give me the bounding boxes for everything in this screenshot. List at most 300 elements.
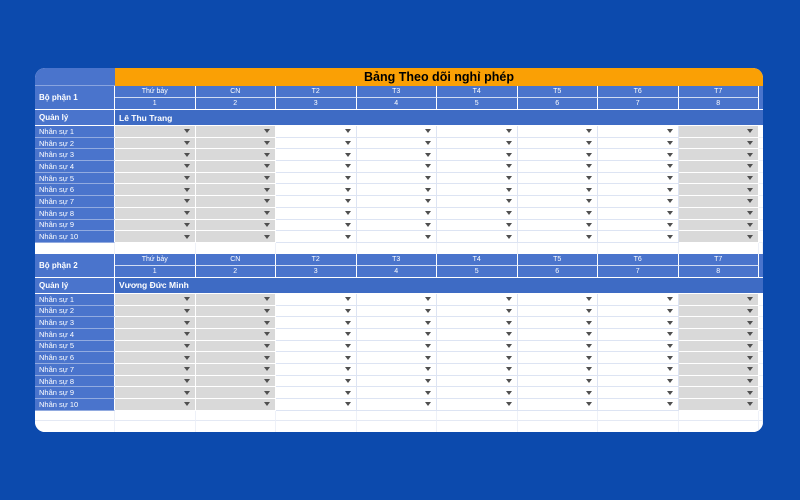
leave-dropdown-cell[interactable] bbox=[679, 376, 760, 388]
dropdown-arrow-icon bbox=[586, 309, 592, 313]
leave-dropdown-cell[interactable] bbox=[518, 317, 599, 329]
leave-dropdown-cell[interactable] bbox=[115, 294, 196, 306]
leave-tracker-table bbox=[35, 68, 763, 432]
day-number-cell: 2 bbox=[196, 98, 277, 110]
dropdown-arrow-icon bbox=[264, 223, 270, 227]
dropdown-arrow-icon bbox=[425, 141, 431, 145]
leave-dropdown-cell[interactable] bbox=[679, 149, 760, 161]
leave-dropdown-cell[interactable] bbox=[598, 376, 679, 388]
leave-dropdown-cell[interactable] bbox=[115, 341, 196, 353]
dropdown-arrow-icon bbox=[184, 199, 190, 203]
row-spacer-cell bbox=[759, 196, 763, 208]
dropdown-arrow-icon bbox=[747, 379, 753, 383]
day-header-cell: T5 bbox=[518, 86, 599, 98]
trailing-empty-row bbox=[35, 411, 763, 422]
day-number-cell: 6 bbox=[518, 266, 599, 278]
row-spacer-cell bbox=[759, 294, 763, 306]
leave-dropdown-cell[interactable] bbox=[518, 399, 599, 411]
dropdown-arrow-icon bbox=[586, 379, 592, 383]
dropdown-arrow-icon bbox=[425, 164, 431, 168]
dropdown-arrow-icon bbox=[506, 164, 512, 168]
row-spacer-cell bbox=[759, 138, 763, 150]
leave-dropdown-cell[interactable] bbox=[598, 329, 679, 341]
staff-row bbox=[35, 306, 763, 318]
leave-dropdown-cell[interactable] bbox=[196, 149, 277, 161]
leave-dropdown-cell[interactable] bbox=[357, 306, 438, 318]
leave-dropdown-cell[interactable] bbox=[357, 341, 438, 353]
leave-dropdown-cell[interactable] bbox=[196, 196, 277, 208]
dropdown-arrow-icon bbox=[264, 235, 270, 239]
dropdown-arrow-icon bbox=[586, 188, 592, 192]
leave-dropdown-cell[interactable] bbox=[115, 220, 196, 232]
empty-cell bbox=[196, 421, 277, 432]
dropdown-arrow-icon bbox=[747, 297, 753, 301]
leave-dropdown-cell[interactable] bbox=[357, 208, 438, 220]
leave-dropdown-cell[interactable] bbox=[357, 184, 438, 196]
leave-dropdown-cell[interactable] bbox=[115, 126, 196, 138]
leave-dropdown-cell[interactable] bbox=[115, 376, 196, 388]
dropdown-arrow-icon bbox=[184, 164, 190, 168]
row-spacer-cell bbox=[759, 306, 763, 318]
leave-dropdown-cell[interactable] bbox=[196, 387, 277, 399]
leave-dropdown-cell[interactable] bbox=[357, 329, 438, 341]
dropdown-arrow-icon bbox=[506, 153, 512, 157]
leave-dropdown-cell[interactable] bbox=[598, 220, 679, 232]
leave-dropdown-cell[interactable] bbox=[518, 364, 599, 376]
leave-dropdown-cell[interactable] bbox=[518, 294, 599, 306]
leave-dropdown-cell[interactable] bbox=[276, 220, 357, 232]
leave-dropdown-cell[interactable] bbox=[196, 352, 277, 364]
dropdown-arrow-icon bbox=[506, 332, 512, 336]
leave-dropdown-cell[interactable] bbox=[437, 387, 518, 399]
row-spacer-cell bbox=[759, 352, 763, 364]
leave-dropdown-cell[interactable] bbox=[437, 364, 518, 376]
leave-dropdown-cell[interactable] bbox=[276, 329, 357, 341]
day-number-cell: 7 bbox=[598, 98, 679, 110]
row-spacer-cell bbox=[759, 376, 763, 388]
empty-cell bbox=[598, 411, 679, 422]
dropdown-arrow-icon bbox=[506, 176, 512, 180]
leave-dropdown-cell[interactable] bbox=[357, 352, 438, 364]
dropdown-arrow-icon bbox=[506, 199, 512, 203]
dropdown-arrow-icon bbox=[184, 153, 190, 157]
empty-cell bbox=[759, 421, 763, 432]
leave-dropdown-cell[interactable] bbox=[518, 161, 599, 173]
leave-dropdown-cell[interactable] bbox=[437, 231, 518, 243]
staff-label-cell: Nhân sự 5 bbox=[35, 341, 115, 353]
leave-dropdown-cell[interactable] bbox=[115, 161, 196, 173]
dropdown-arrow-icon bbox=[506, 211, 512, 215]
leave-dropdown-cell[interactable] bbox=[598, 341, 679, 353]
leave-dropdown-cell[interactable] bbox=[437, 138, 518, 150]
leave-dropdown-cell[interactable] bbox=[679, 341, 760, 353]
staff-row bbox=[35, 196, 763, 208]
leave-dropdown-cell[interactable] bbox=[518, 352, 599, 364]
leave-dropdown-cell[interactable] bbox=[276, 341, 357, 353]
leave-dropdown-cell[interactable] bbox=[518, 149, 599, 161]
leave-dropdown-cell[interactable] bbox=[276, 184, 357, 196]
leave-dropdown-cell[interactable] bbox=[598, 173, 679, 185]
leave-dropdown-cell[interactable] bbox=[437, 341, 518, 353]
dropdown-arrow-icon bbox=[184, 141, 190, 145]
corner-spacer-cell bbox=[35, 68, 115, 86]
dropdown-arrow-icon bbox=[667, 356, 673, 360]
leave-dropdown-cell[interactable] bbox=[518, 329, 599, 341]
dropdown-arrow-icon bbox=[264, 297, 270, 301]
leave-dropdown-cell[interactable] bbox=[437, 208, 518, 220]
dropdown-arrow-icon bbox=[747, 235, 753, 239]
leave-dropdown-cell[interactable] bbox=[276, 294, 357, 306]
dropdown-arrow-icon bbox=[264, 129, 270, 133]
leave-dropdown-cell[interactable] bbox=[679, 184, 760, 196]
dropdown-arrow-icon bbox=[184, 188, 190, 192]
dropdown-arrow-icon bbox=[425, 356, 431, 360]
dropdown-arrow-icon bbox=[425, 211, 431, 215]
staff-row bbox=[35, 317, 763, 329]
leave-dropdown-cell[interactable] bbox=[518, 138, 599, 150]
leave-dropdown-cell[interactable] bbox=[276, 376, 357, 388]
leave-dropdown-cell[interactable] bbox=[598, 317, 679, 329]
leave-dropdown-cell[interactable] bbox=[196, 220, 277, 232]
leave-dropdown-cell[interactable] bbox=[196, 341, 277, 353]
leave-dropdown-cell[interactable] bbox=[115, 196, 196, 208]
leave-dropdown-cell[interactable] bbox=[115, 138, 196, 150]
leave-dropdown-cell[interactable] bbox=[115, 173, 196, 185]
dropdown-arrow-icon bbox=[747, 309, 753, 313]
dropdown-arrow-icon bbox=[747, 391, 753, 395]
leave-dropdown-cell[interactable] bbox=[115, 387, 196, 399]
day-header-cell: T4 bbox=[437, 86, 518, 98]
leave-dropdown-cell[interactable] bbox=[518, 387, 599, 399]
dropdown-arrow-icon bbox=[747, 356, 753, 360]
dropdown-arrow-icon bbox=[264, 391, 270, 395]
dropdown-arrow-icon bbox=[184, 344, 190, 348]
leave-dropdown-cell[interactable] bbox=[196, 231, 277, 243]
leave-dropdown-cell[interactable] bbox=[518, 306, 599, 318]
dropdown-arrow-icon bbox=[184, 309, 190, 313]
leave-dropdown-cell[interactable] bbox=[357, 173, 438, 185]
dropdown-arrow-icon bbox=[264, 176, 270, 180]
dropdown-arrow-icon bbox=[345, 379, 351, 383]
leave-dropdown-cell[interactable] bbox=[357, 317, 438, 329]
staff-row bbox=[35, 184, 763, 196]
leave-dropdown-cell[interactable] bbox=[276, 138, 357, 150]
leave-dropdown-cell[interactable] bbox=[115, 399, 196, 411]
leave-dropdown-cell[interactable] bbox=[679, 352, 760, 364]
leave-dropdown-cell[interactable] bbox=[598, 352, 679, 364]
leave-dropdown-cell[interactable] bbox=[276, 196, 357, 208]
leave-dropdown-cell[interactable] bbox=[437, 376, 518, 388]
dropdown-arrow-icon bbox=[425, 332, 431, 336]
dropdown-arrow-icon bbox=[667, 402, 673, 406]
dropdown-arrow-icon bbox=[345, 141, 351, 145]
dropdown-arrow-icon bbox=[184, 402, 190, 406]
staff-row bbox=[35, 341, 763, 353]
leave-dropdown-cell[interactable] bbox=[196, 376, 277, 388]
staff-row bbox=[35, 161, 763, 173]
dropdown-arrow-icon bbox=[264, 309, 270, 313]
dropdown-arrow-icon bbox=[667, 176, 673, 180]
dropdown-arrow-icon bbox=[184, 297, 190, 301]
leave-dropdown-cell[interactable] bbox=[598, 196, 679, 208]
dropdown-arrow-icon bbox=[586, 129, 592, 133]
dropdown-arrow-icon bbox=[667, 223, 673, 227]
empty-cell bbox=[115, 421, 196, 432]
row-spacer-cell bbox=[759, 341, 763, 353]
staff-label-cell: Nhân sự 2 bbox=[35, 306, 115, 318]
dropdown-arrow-icon bbox=[425, 188, 431, 192]
leave-dropdown-cell[interactable] bbox=[518, 126, 599, 138]
dropdown-arrow-icon bbox=[747, 367, 753, 371]
dropdown-arrow-icon bbox=[345, 297, 351, 301]
leave-dropdown-cell[interactable] bbox=[276, 231, 357, 243]
leave-dropdown-cell[interactable] bbox=[437, 317, 518, 329]
staff-row bbox=[35, 294, 763, 306]
dropdown-arrow-icon bbox=[747, 129, 753, 133]
day-number-cell: 2 bbox=[196, 266, 277, 278]
dropdown-arrow-icon bbox=[667, 367, 673, 371]
leave-dropdown-cell[interactable] bbox=[518, 341, 599, 353]
leave-dropdown-cell[interactable] bbox=[437, 352, 518, 364]
leave-dropdown-cell[interactable] bbox=[196, 138, 277, 150]
leave-dropdown-cell[interactable] bbox=[437, 126, 518, 138]
leave-dropdown-cell[interactable] bbox=[598, 138, 679, 150]
dropdown-arrow-icon bbox=[747, 188, 753, 192]
staff-row bbox=[35, 138, 763, 150]
dropdown-arrow-icon bbox=[345, 402, 351, 406]
leave-dropdown-cell[interactable] bbox=[598, 387, 679, 399]
leave-dropdown-cell[interactable] bbox=[679, 329, 760, 341]
leave-dropdown-cell[interactable] bbox=[276, 149, 357, 161]
dropdown-arrow-icon bbox=[667, 332, 673, 336]
day-number-cell: 7 bbox=[598, 266, 679, 278]
leave-dropdown-cell[interactable] bbox=[598, 364, 679, 376]
dropdown-arrow-icon bbox=[667, 153, 673, 157]
leave-dropdown-cell[interactable] bbox=[437, 294, 518, 306]
dropdown-arrow-icon bbox=[667, 321, 673, 325]
leave-dropdown-cell[interactable] bbox=[196, 306, 277, 318]
leave-dropdown-cell[interactable] bbox=[196, 294, 277, 306]
leave-dropdown-cell[interactable] bbox=[115, 231, 196, 243]
leave-dropdown-cell[interactable] bbox=[598, 161, 679, 173]
leave-dropdown-cell[interactable] bbox=[357, 196, 438, 208]
leave-dropdown-cell[interactable] bbox=[598, 231, 679, 243]
leave-dropdown-cell[interactable] bbox=[357, 294, 438, 306]
dropdown-arrow-icon bbox=[184, 211, 190, 215]
empty-cell bbox=[759, 411, 763, 422]
leave-dropdown-cell[interactable] bbox=[196, 329, 277, 341]
leave-dropdown-cell[interactable] bbox=[679, 306, 760, 318]
leave-dropdown-cell[interactable] bbox=[598, 149, 679, 161]
dropdown-arrow-icon bbox=[345, 199, 351, 203]
dropdown-arrow-icon bbox=[667, 141, 673, 145]
leave-dropdown-cell[interactable] bbox=[276, 399, 357, 411]
dropdown-arrow-icon bbox=[667, 211, 673, 215]
empty-cell bbox=[759, 243, 763, 254]
leave-dropdown-cell[interactable] bbox=[115, 184, 196, 196]
leave-dropdown-cell[interactable] bbox=[518, 231, 599, 243]
dropdown-arrow-icon bbox=[747, 321, 753, 325]
dropdown-arrow-icon bbox=[747, 141, 753, 145]
leave-dropdown-cell[interactable] bbox=[357, 376, 438, 388]
row-spacer-cell bbox=[759, 399, 763, 411]
leave-dropdown-cell[interactable] bbox=[518, 184, 599, 196]
dropdown-arrow-icon bbox=[425, 344, 431, 348]
leave-dropdown-cell[interactable] bbox=[357, 161, 438, 173]
leave-dropdown-cell[interactable] bbox=[357, 149, 438, 161]
staff-row bbox=[35, 387, 763, 399]
day-header-cell: T2 bbox=[276, 254, 357, 266]
leave-dropdown-cell[interactable] bbox=[598, 184, 679, 196]
leave-dropdown-cell[interactable] bbox=[679, 387, 760, 399]
leave-dropdown-cell[interactable] bbox=[679, 208, 760, 220]
staff-label-cell: Nhân sự 2 bbox=[35, 138, 115, 150]
leave-dropdown-cell[interactable] bbox=[115, 352, 196, 364]
row-spacer-cell bbox=[759, 208, 763, 220]
leave-dropdown-cell[interactable] bbox=[357, 220, 438, 232]
leave-dropdown-cell[interactable] bbox=[679, 294, 760, 306]
leave-dropdown-cell[interactable] bbox=[357, 126, 438, 138]
leave-dropdown-cell[interactable] bbox=[196, 126, 277, 138]
dropdown-arrow-icon bbox=[586, 356, 592, 360]
dropdown-arrow-icon bbox=[425, 223, 431, 227]
staff-label-cell: Nhân sự 7 bbox=[35, 364, 115, 376]
leave-dropdown-cell[interactable] bbox=[196, 161, 277, 173]
leave-dropdown-cell[interactable] bbox=[598, 399, 679, 411]
leave-dropdown-cell[interactable] bbox=[357, 138, 438, 150]
leave-dropdown-cell[interactable] bbox=[437, 220, 518, 232]
leave-dropdown-cell[interactable] bbox=[196, 184, 277, 196]
leave-dropdown-cell[interactable] bbox=[276, 364, 357, 376]
staff-row bbox=[35, 173, 763, 185]
leave-dropdown-cell[interactable] bbox=[679, 399, 760, 411]
leave-dropdown-cell[interactable] bbox=[196, 317, 277, 329]
dropdown-arrow-icon bbox=[586, 164, 592, 168]
leave-dropdown-cell[interactable] bbox=[679, 126, 760, 138]
leave-dropdown-cell[interactable] bbox=[437, 399, 518, 411]
dropdown-arrow-icon bbox=[586, 332, 592, 336]
empty-cell bbox=[518, 411, 599, 422]
empty-cell bbox=[115, 243, 196, 254]
dropdown-arrow-icon bbox=[345, 309, 351, 313]
dropdown-arrow-icon bbox=[506, 391, 512, 395]
day-header-cell: T7 bbox=[679, 86, 760, 98]
leave-dropdown-cell[interactable] bbox=[357, 364, 438, 376]
leave-dropdown-cell[interactable] bbox=[679, 161, 760, 173]
empty-cell bbox=[598, 243, 679, 254]
leave-dropdown-cell[interactable] bbox=[598, 208, 679, 220]
sheet-body bbox=[35, 86, 763, 432]
leave-dropdown-cell[interactable] bbox=[276, 208, 357, 220]
leave-dropdown-cell[interactable] bbox=[518, 196, 599, 208]
leave-dropdown-cell[interactable] bbox=[437, 196, 518, 208]
leave-dropdown-cell[interactable] bbox=[437, 329, 518, 341]
leave-dropdown-cell[interactable] bbox=[115, 329, 196, 341]
day-header-cell: T6 bbox=[598, 86, 679, 98]
day-number-cell: 5 bbox=[437, 266, 518, 278]
leave-dropdown-cell[interactable] bbox=[196, 208, 277, 220]
staff-row bbox=[35, 352, 763, 364]
leave-dropdown-cell[interactable] bbox=[115, 208, 196, 220]
leave-dropdown-cell[interactable] bbox=[115, 306, 196, 318]
section-header-row bbox=[35, 86, 763, 110]
leave-dropdown-cell[interactable] bbox=[679, 196, 760, 208]
staff-row bbox=[35, 220, 763, 232]
leave-dropdown-cell[interactable] bbox=[598, 306, 679, 318]
leave-dropdown-cell[interactable] bbox=[276, 387, 357, 399]
dropdown-arrow-icon bbox=[345, 176, 351, 180]
leave-dropdown-cell[interactable] bbox=[679, 231, 760, 243]
leave-dropdown-cell[interactable] bbox=[679, 364, 760, 376]
leave-dropdown-cell[interactable] bbox=[679, 173, 760, 185]
leave-dropdown-cell[interactable] bbox=[518, 376, 599, 388]
day-number-cell: 3 bbox=[276, 266, 357, 278]
row-spacer-cell bbox=[759, 329, 763, 341]
dropdown-arrow-icon bbox=[184, 379, 190, 383]
dropdown-arrow-icon bbox=[667, 199, 673, 203]
leave-dropdown-cell[interactable] bbox=[437, 306, 518, 318]
dropdown-arrow-icon bbox=[747, 164, 753, 168]
leave-dropdown-cell[interactable] bbox=[679, 138, 760, 150]
dropdown-arrow-icon bbox=[264, 188, 270, 192]
leave-dropdown-cell[interactable] bbox=[276, 173, 357, 185]
row-spacer-cell bbox=[759, 184, 763, 196]
dropdown-arrow-icon bbox=[506, 188, 512, 192]
leave-dropdown-cell[interactable] bbox=[357, 231, 438, 243]
day-header-cell: CN bbox=[196, 86, 277, 98]
empty-cell bbox=[357, 243, 438, 254]
leave-dropdown-cell[interactable] bbox=[518, 173, 599, 185]
staff-label-cell: Nhân sự 5 bbox=[35, 173, 115, 185]
leave-dropdown-cell[interactable] bbox=[196, 399, 277, 411]
leave-dropdown-cell[interactable] bbox=[276, 352, 357, 364]
leave-dropdown-cell[interactable] bbox=[276, 317, 357, 329]
leave-dropdown-cell[interactable] bbox=[679, 220, 760, 232]
leave-dropdown-cell[interactable] bbox=[357, 399, 438, 411]
dropdown-arrow-icon bbox=[586, 223, 592, 227]
leave-dropdown-cell[interactable] bbox=[437, 173, 518, 185]
leave-dropdown-cell[interactable] bbox=[115, 149, 196, 161]
manager-row bbox=[35, 278, 763, 294]
leave-dropdown-cell[interactable] bbox=[196, 173, 277, 185]
dropdown-arrow-icon bbox=[345, 321, 351, 325]
leave-dropdown-cell[interactable] bbox=[598, 126, 679, 138]
leave-dropdown-cell[interactable] bbox=[196, 364, 277, 376]
leave-dropdown-cell[interactable] bbox=[276, 306, 357, 318]
dropdown-arrow-icon bbox=[345, 367, 351, 371]
leave-dropdown-cell[interactable] bbox=[518, 220, 599, 232]
leave-dropdown-cell[interactable] bbox=[437, 161, 518, 173]
empty-cell bbox=[679, 243, 760, 254]
row-spacer-cell bbox=[759, 161, 763, 173]
leave-dropdown-cell[interactable] bbox=[679, 317, 760, 329]
dropdown-arrow-icon bbox=[425, 153, 431, 157]
empty-cell bbox=[357, 411, 438, 422]
leave-dropdown-cell[interactable] bbox=[437, 184, 518, 196]
dropdown-arrow-icon bbox=[425, 297, 431, 301]
leave-dropdown-cell[interactable] bbox=[357, 387, 438, 399]
leave-dropdown-cell[interactable] bbox=[518, 208, 599, 220]
leave-dropdown-cell[interactable] bbox=[276, 126, 357, 138]
leave-dropdown-cell[interactable] bbox=[598, 294, 679, 306]
dropdown-arrow-icon bbox=[184, 356, 190, 360]
leave-dropdown-cell[interactable] bbox=[115, 317, 196, 329]
leave-dropdown-cell[interactable] bbox=[437, 149, 518, 161]
dropdown-arrow-icon bbox=[506, 344, 512, 348]
leave-dropdown-cell[interactable] bbox=[115, 364, 196, 376]
dropdown-arrow-icon bbox=[184, 176, 190, 180]
leave-dropdown-cell[interactable] bbox=[276, 161, 357, 173]
